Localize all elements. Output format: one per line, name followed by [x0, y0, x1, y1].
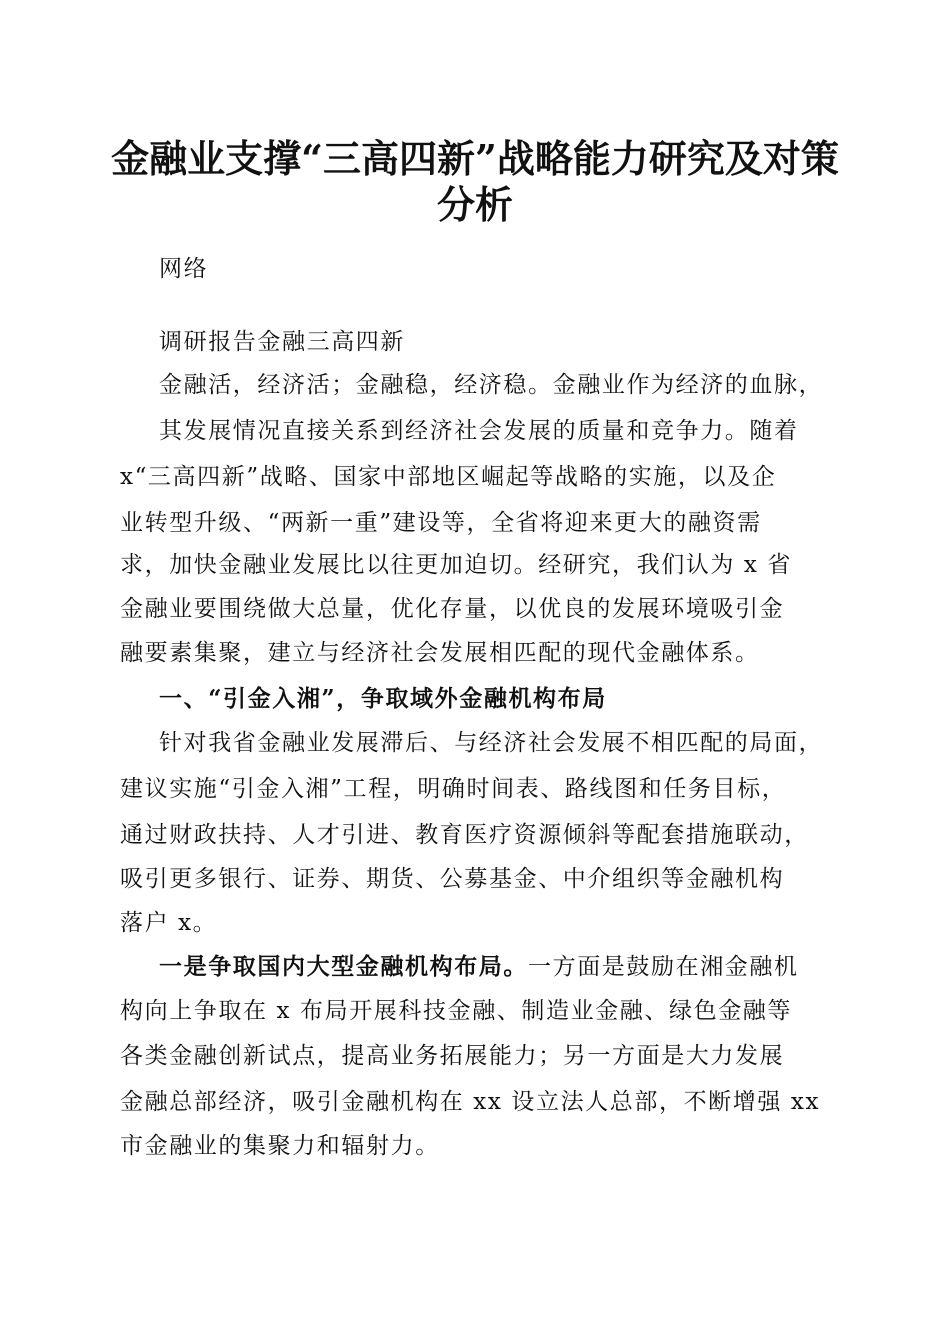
intro-line: 其发展情况直接关系到经济社会发展的质量和竞争力。随着	[159, 418, 799, 444]
section1-line: 吸引更多银行、证券、期货、公募基金、中介组织等金融机构	[120, 866, 785, 892]
section-heading: 一、“引金入湘”，争取域外金融机构布局	[159, 685, 607, 712]
section1-line: 通过财政扶持、人才引进、教育医疗资源倾斜等配套措施联动，	[120, 822, 809, 848]
point1-line: 市金融业的集聚力和辐射力。	[120, 1133, 440, 1159]
point1-line: 金融总部经济，吸引金融机构在 xx 设立法人总部，不断增强 xx	[120, 1089, 821, 1115]
intro-line: x“三高四新”战略、国家中部地区崛起等战略的实施，以及企	[120, 464, 777, 490]
intro-line: 业转型升级、“两新一重”建设等，全省将迎来更大的融资需	[120, 510, 762, 536]
keywords-line: 调研报告金融三高四新	[159, 329, 405, 355]
intro-line: 金融活，经济活；金融稳，经济稳。金融业作为经济的血脉，	[159, 372, 824, 398]
document-title-line1: 金融业支撑“三高四新”战略能力研究及对策	[111, 136, 839, 181]
section1-line: 建议实施“引金入湘”工程，明确时间表、路线图和任务目标，	[120, 776, 787, 802]
section1-line: 落户 x。	[120, 910, 218, 936]
point1-line: 各类金融创新试点，提高业务拓展能力；另一方面是大力发展	[120, 1043, 785, 1069]
point1-text: 一方面是鼓励在湘金融机	[528, 954, 799, 980]
document-title-line2: 分析	[436, 182, 513, 227]
intro-line: 金融业要围绕做大总量，优化存量，以优良的发展环境吸引金	[120, 596, 785, 622]
intro-line: 求，加快金融业发展比以往更加迫切。经研究，我们认为 x 省	[120, 552, 792, 578]
section1-line: 针对我省金融业发展滞后、与经济社会发展不相匹配的局面，	[159, 730, 824, 756]
point1-first-line	[159, 952, 799, 982]
intro-line: 融要素集聚，建立与经济社会发展相匹配的现代金融体系。	[120, 640, 760, 666]
point1-line: 构向上争取在 x 布局开展科技金融、制造业金融、绿色金融等	[120, 998, 792, 1024]
point1-label: 一是争取国内大型金融机构布局。	[159, 953, 528, 980]
author-line: 网络	[159, 256, 209, 282]
